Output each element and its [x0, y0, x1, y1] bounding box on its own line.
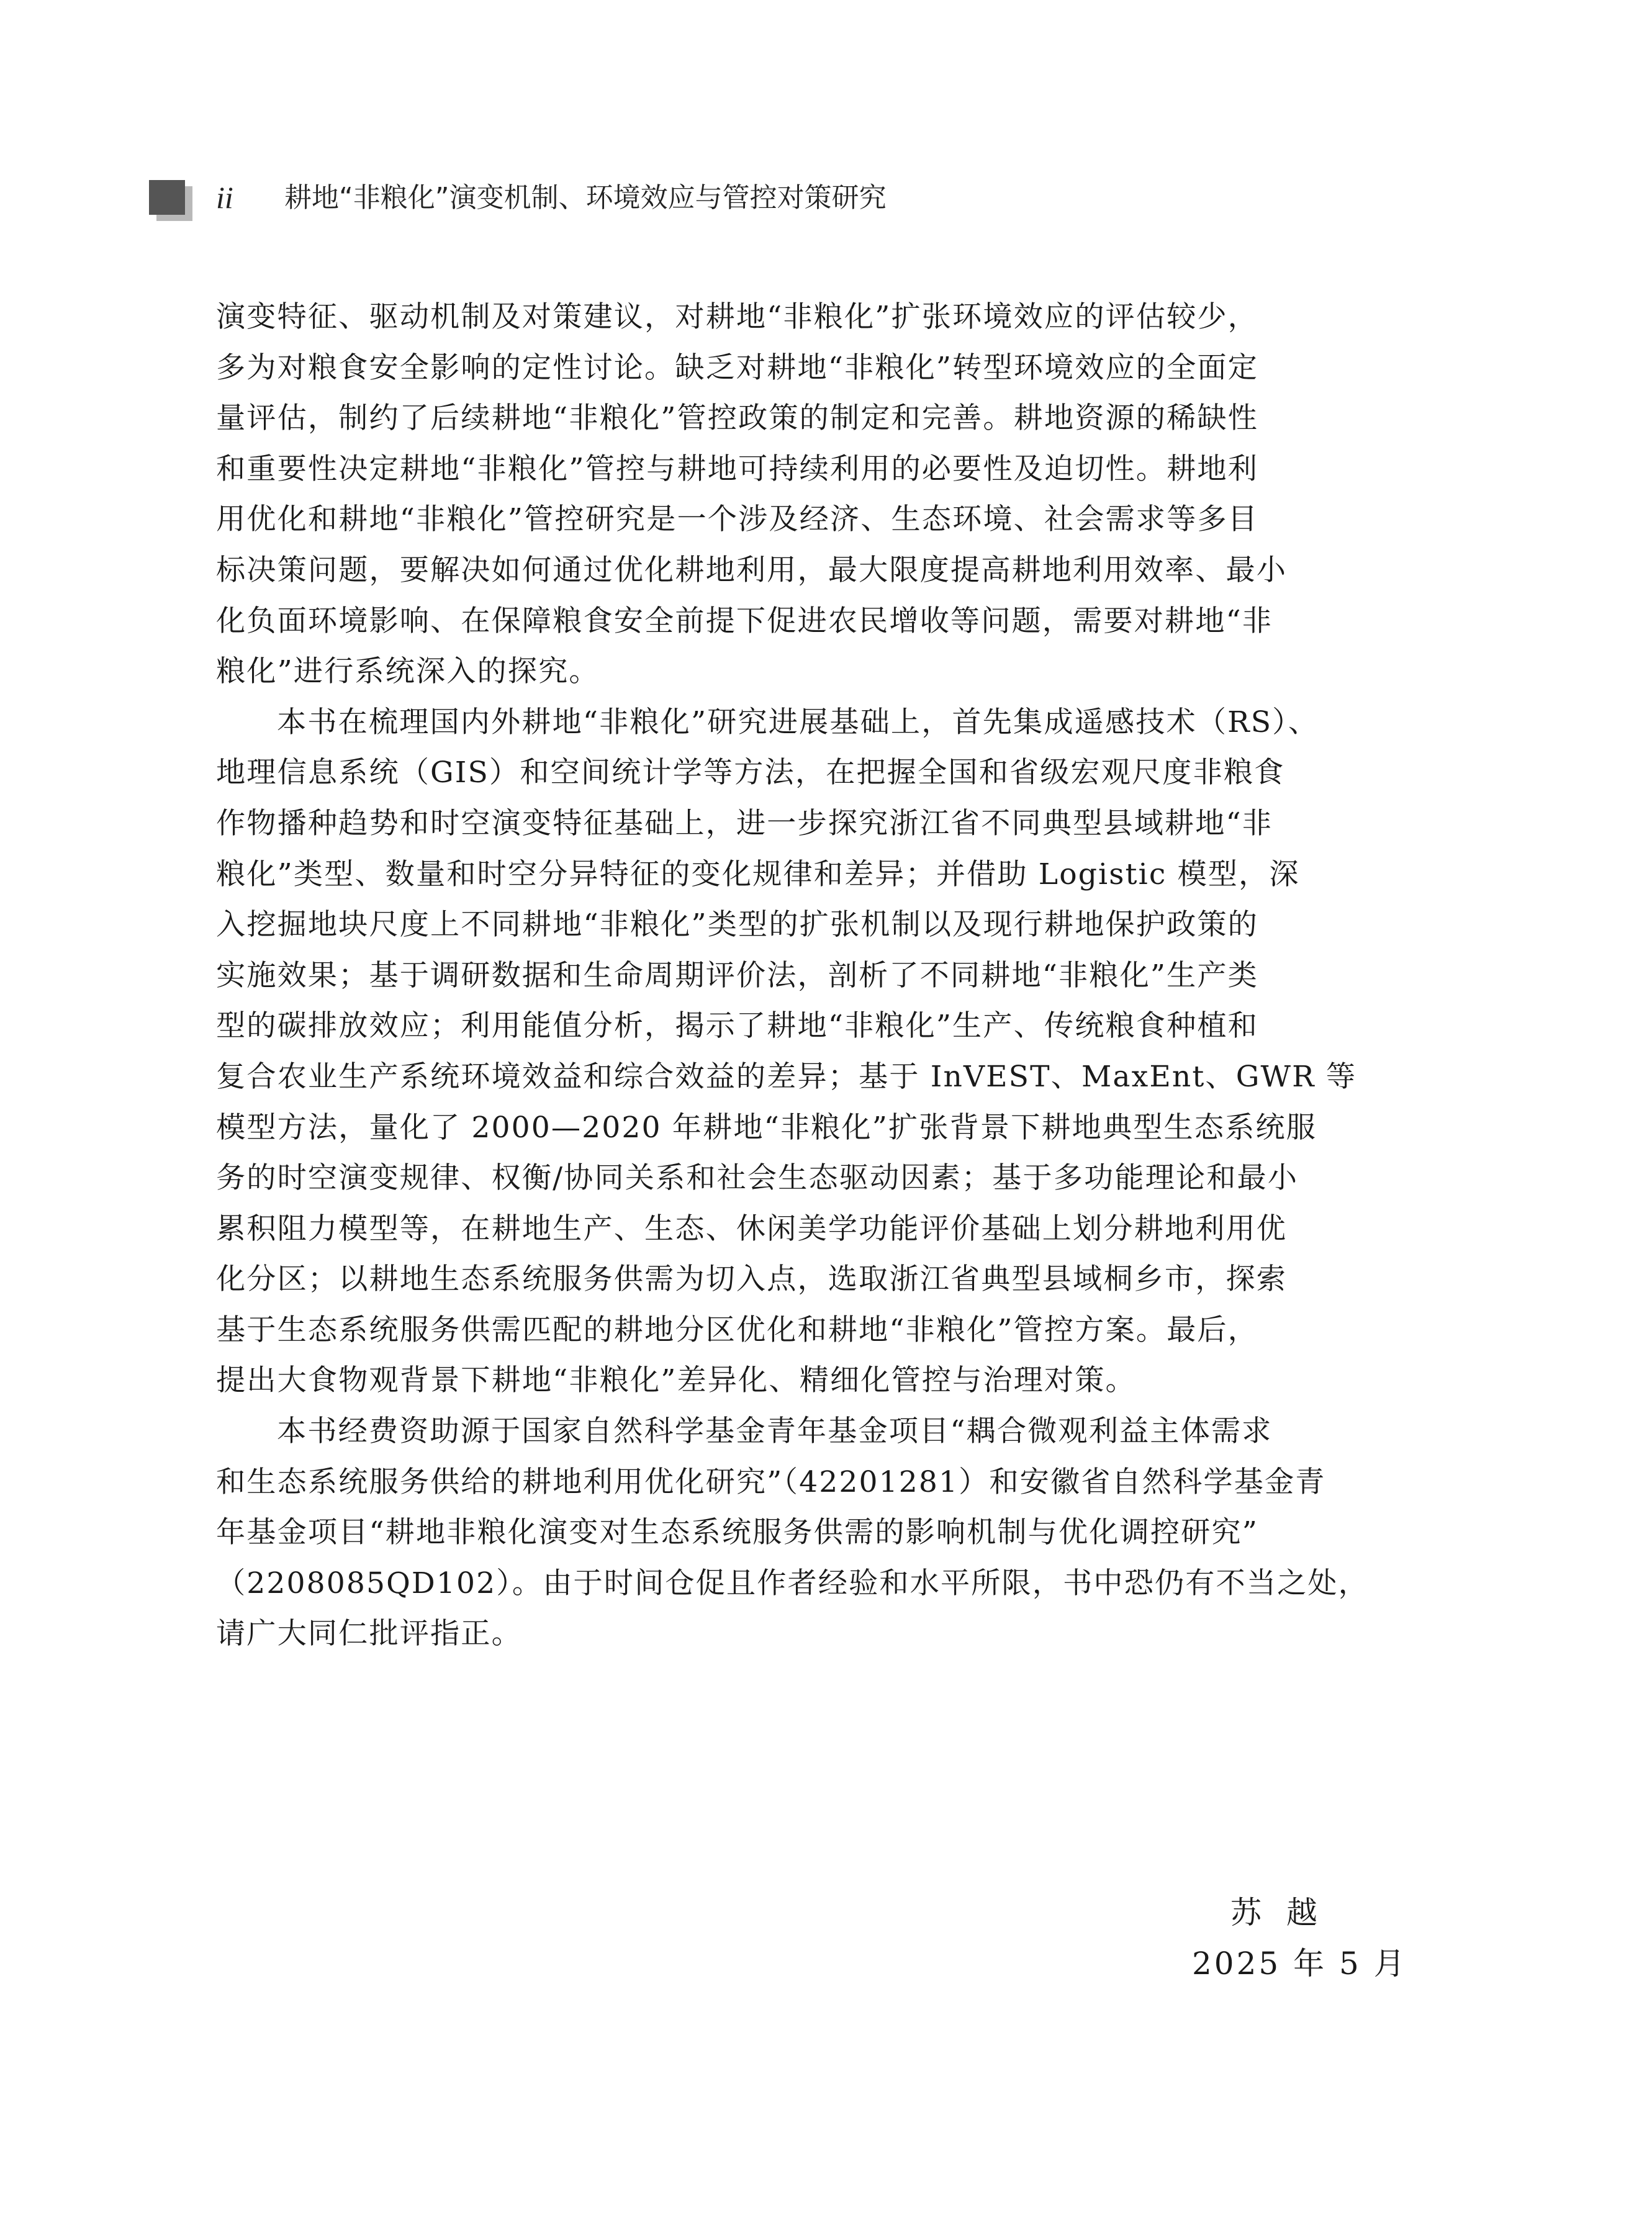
- text-line: 复合农业生产系统环境效益和综合效益的差异；基于 InVEST、MaxEnt、GWR 等: [216, 1059, 1357, 1094]
- text-line: 本书经费资助源于国家自然科学基金青年基金项目“耦合微观利益主体需求: [277, 1414, 1273, 1449]
- text-line: （2208085QD102）。由于时间仓促且作者经验和水平所限，书中恐仍有不当之处，: [216, 1566, 1369, 1600]
- text-line: 量评估，制约了后续耕地“非粮化”管控政策的制定和完善。耕地资源的稀缺性: [216, 401, 1258, 436]
- text-line: 型的碳排放效应；利用能值分析，揭示了耕地“非粮化”生产、传统粮食种植和: [216, 1009, 1258, 1044]
- text-line: 化分区；以耕地生态系统服务供需为切入点，选取浙江省典型县域桐乡市，探索: [216, 1262, 1288, 1297]
- text-line: 实施效果；基于调研数据和生命周期评价法，剖析了不同耕地“非粮化”生产类: [216, 958, 1258, 993]
- signature-date: 2025 年 5 月: [1192, 1946, 1407, 1982]
- text-line: 累积阻力模型等，在耕地生产、生态、休闲美学功能评价基础上划分耕地利用优: [216, 1211, 1288, 1246]
- text-line: 标决策问题，要解决如何通过优化耕地利用，最大限度提高耕地利用效率、最小: [216, 553, 1288, 587]
- page-number: ii: [216, 180, 233, 215]
- text-line: 粮化”进行系统深入的探究。: [216, 654, 600, 689]
- text-line: 地理信息系统（GIS）和空间统计学等方法，在把握全国和省级宏观尺度非粮食: [216, 756, 1285, 790]
- text-line: 年基金项目“耕地非粮化演变对生态系统服务供需的影响机制与优化调控研究”: [216, 1515, 1258, 1550]
- paragraph-3: [216, 1406, 1442, 1659]
- text-line: 化负面环境影响、在保障粮食安全前提下促进农民增收等问题，需要对耕地“非: [216, 603, 1273, 638]
- paragraph-1: [216, 292, 1442, 697]
- author-name: 苏越: [1230, 1895, 1342, 1931]
- text-line: 本书在梳理国内外耕地“非粮化”研究进展基础上，首先集成遥感技术（RS）、: [277, 705, 1319, 739]
- signature-block: [1192, 1887, 1428, 1989]
- running-header: [149, 161, 1515, 223]
- text-line: 务的时空演变规律、权衡/协同关系和社会生态驱动因素；基于多功能理论和最小: [216, 1161, 1299, 1196]
- text-line: 提出大食物观背景下耕地“非粮化”差异化、精细化管控与治理对策。: [216, 1363, 1136, 1398]
- text-line: 演变特征、驱动机制及对策建议，对耕地“非粮化”扩张环境效应的评估较少，: [216, 300, 1258, 334]
- paragraph-2: [216, 697, 1442, 1406]
- text-line: 和重要性决定耕地“非粮化”管控与耕地可持续利用的必要性及迫切性。耕地利: [216, 451, 1258, 486]
- text-line: 入挖掘地块尺度上不同耕地“非粮化”类型的扩张机制以及现行耕地保护政策的: [216, 908, 1258, 942]
- text-line: 多为对粮食安全影响的定性讨论。缺乏对耕地“非粮化”转型环境效应的全面定: [216, 350, 1258, 385]
- text-line: 用优化和耕地“非粮化”管控研究是一个涉及经济、生态环境、社会需求等多目: [216, 502, 1258, 537]
- book-title: 耕地“非粮化”演变机制、环境效应与管控对策研究: [284, 182, 887, 214]
- text-line: 基于生态系统服务供需匹配的耕地分区优化和耕地“非粮化”管控方案。最后，: [216, 1312, 1258, 1347]
- text-line: 粮化”类型、数量和时空分异特征的变化规律和差异；并借助 Logistic 模型，深: [216, 857, 1300, 891]
- header-mark: [149, 180, 185, 215]
- text-line: 作物播种趋势和时空演变特征基础上，进一步探究浙江省不同典型县域耕地“非: [216, 806, 1273, 841]
- text-line: 模型方法，量化了 2000—2020 年耕地“非粮化”扩张背景下耕地典型生态系统服: [216, 1110, 1317, 1145]
- body-text: [216, 292, 1442, 1659]
- text-line: 和生态系统服务供给的耕地利用优化研究”（42201281）和安徽省自然科学基金青: [216, 1464, 1326, 1499]
- text-line: 请广大同仁批评指正。: [216, 1617, 522, 1651]
